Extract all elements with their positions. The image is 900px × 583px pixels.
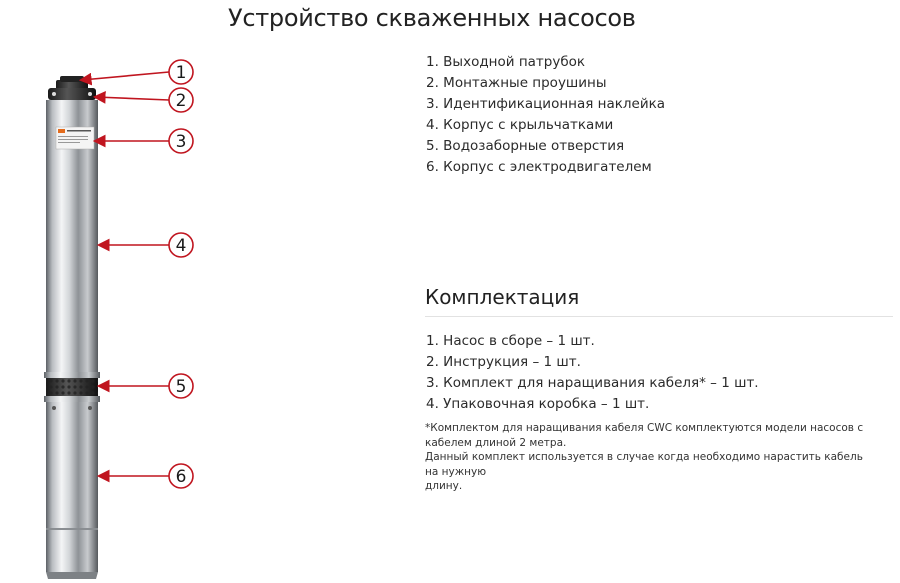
- callout-3: [169, 129, 193, 153]
- svg-text:4: 4: [175, 236, 187, 256]
- svg-text:5: 5: [175, 377, 187, 397]
- svg-text:3: 3: [175, 132, 187, 152]
- callout-2-arrow: [96, 97, 169, 100]
- footnote-text: Данный комплект используется в случае когда необходимо нарастить кабель на нужную: [425, 451, 863, 478]
- parts-list: [426, 52, 665, 178]
- list-item: 5. Водозаборные отверстия: [426, 138, 625, 154]
- kit-list: [426, 331, 759, 415]
- footnote-text: длину.: [425, 480, 463, 492]
- list-item: 3. Комплект для наращивания кабеля* – 1 шт.: [426, 375, 759, 391]
- callout-1-arrow: [82, 72, 169, 80]
- svg-text:6: 6: [175, 467, 187, 487]
- list-item: 1. Выходной патрубок: [426, 54, 586, 70]
- pump-body: [44, 76, 100, 579]
- footnote-text: *Комплектом для наращивания кабеля CWC комплектуются модели насосов с кабелем длиной 2 метра.: [425, 422, 864, 449]
- callout-5: [169, 374, 193, 398]
- callout-2: [169, 88, 193, 112]
- list-item: 2. Инструкция – 1 шт.: [426, 354, 581, 370]
- section-divider: [425, 316, 893, 317]
- list-item: 4. Корпус с крыльчатками: [426, 117, 614, 133]
- pump-illustration: [0, 0, 300, 583]
- list-item: 4. Упаковочная коробка – 1 шт.: [426, 396, 650, 412]
- kit-footnote: [425, 421, 893, 494]
- list-item: 2. Монтажные проушины: [426, 75, 607, 91]
- svg-text:2: 2: [175, 91, 187, 111]
- callout-4: [169, 233, 193, 257]
- callout-6: [169, 464, 193, 488]
- list-item: 1. Насос в сборе – 1 шт.: [426, 333, 595, 349]
- list-item: 3. Идентификационная наклейка: [426, 96, 666, 112]
- kit-section-title: Комплектация: [425, 285, 580, 309]
- callout-1: [169, 60, 193, 84]
- svg-text:1: 1: [175, 63, 187, 83]
- list-item: 6. Корпус с электродвигателем: [426, 159, 652, 175]
- page-title: Устройство скваженных насосов: [228, 4, 636, 32]
